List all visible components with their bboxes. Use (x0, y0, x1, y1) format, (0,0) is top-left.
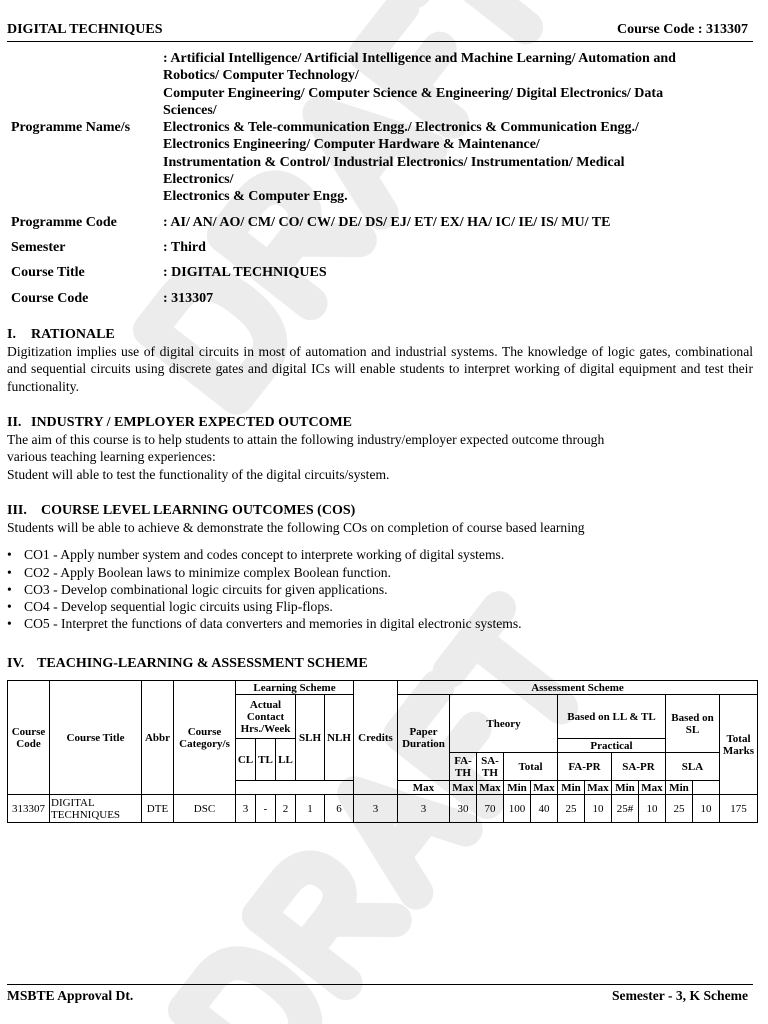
programme-line: Electronics & Tele-communication Engg./ Electronics & Communication Engg./ (163, 120, 639, 136)
cell-total-max: 100 (504, 795, 531, 823)
th-total-marks: Total Marks (720, 695, 758, 795)
th-based-ll-tl: Based on LL & TL (558, 695, 666, 739)
list-item: • CO4 - Develop sequential logic circuits using Flip-flops. (24, 598, 753, 615)
rationale-section (7, 326, 753, 395)
footer-approval: MSBTE Approval Dt. (7, 988, 134, 1003)
header-divider (7, 41, 753, 42)
th-category: Course Category/s (174, 681, 236, 795)
industry-section (7, 414, 753, 483)
programme-line: : Artificial Intelligence/ Artificial Intelligence and Machine Learning/ Automation and (163, 51, 676, 66)
programme-line: Instrumentation & Control/ Industrial Electronics/ Instrumentation/ Medical (163, 154, 625, 170)
list-item: • CO2 - Apply Boolean laws to minimize complex Boolean function. (24, 564, 753, 581)
course-title-value: : DIGITAL TECHNIQUES (163, 265, 327, 281)
programme-line: Electronics/ (163, 172, 234, 188)
programme-code-value: : AI/ AN/ AO/ CM/ CO/ CW/ DE/ DS/ EJ/ ET/ EX/ HA/ IC/ IE/ IS/ MU/ TE (163, 214, 611, 230)
th-credits: Credits (354, 681, 398, 795)
th-slh: SLH (296, 695, 325, 781)
section-title: III. COURSE LEVEL LEARNING OUTCOMES (COS) (7, 503, 356, 518)
cell-category: DSC (174, 795, 236, 823)
th-max: Max (477, 781, 504, 795)
course-code-value: : 313307 (163, 290, 214, 306)
semester-value: : Third (163, 239, 206, 255)
programme-line: Electronics & Computer Engg. (163, 189, 348, 205)
th-learning-scheme: Learning Scheme (236, 681, 354, 695)
rationale-text: Digitization implies use of digital circuits in most of automation and industrial systems. The knowledge of logic gates, combinational and sequential circuits using discrete gates and digital ICs will enable students to interpret working of digital equipment and test their functionality. (7, 344, 753, 394)
table-row (8, 795, 758, 823)
th-cl: CL (236, 739, 256, 781)
programme-names-label: Programme Name/s (11, 120, 131, 136)
cell-sa-pr-min: 10 (639, 795, 666, 823)
section-title: II. INDUSTRY / EMPLOYER EXPECTED OUTCOME (7, 415, 353, 430)
cell-total-marks: 175 (720, 795, 758, 823)
cell-fa-pr-min: 10 (585, 795, 612, 823)
list-item: • CO3 - Develop combinational logic circuits for given applications. (24, 581, 753, 598)
th-max: Max (639, 781, 666, 795)
cell-tl: - (256, 795, 276, 823)
course-title-label: Course Title (11, 265, 85, 281)
industry-line: The aim of this course is to help students to attain the following industry/employer expected outcome through (7, 432, 605, 448)
industry-line: various teaching learning experiences: (7, 449, 216, 465)
th-abbr: Abbr (142, 681, 174, 795)
th-ll: LL (276, 739, 296, 781)
th-sa-th: SA-TH (477, 753, 504, 781)
course-title-row (11, 264, 751, 281)
scheme-section (7, 655, 753, 672)
cell-sa-th-max: 70 (477, 795, 504, 823)
th-assessment-scheme: Assessment Scheme (398, 681, 758, 695)
th-based-sl: Based on SL (666, 695, 720, 753)
th-min: Min (666, 781, 693, 795)
th-total: Total (504, 753, 558, 781)
th-sa-pr: SA-PR (612, 753, 666, 781)
semester-row (11, 239, 751, 256)
th-course-title: Course Title (50, 681, 142, 795)
cos-list (7, 546, 753, 632)
list-item: • CO1 - Apply number system and codes concept to interprete working of digital systems. (24, 546, 753, 563)
th-max: Max (450, 781, 477, 795)
cell-sla-min: 10 (693, 795, 720, 823)
programme-line: Robotics/ Computer Technology/ (163, 68, 359, 84)
cell-fa-th-max: 30 (450, 795, 477, 823)
th-nlh: NLH (325, 695, 354, 781)
cell-sa-pr-max: 25# (612, 795, 639, 823)
cell-nlh: 6 (325, 795, 354, 823)
th-max: Max (398, 781, 450, 795)
cell-credits: 3 (354, 795, 398, 823)
th-theory: Theory (450, 695, 558, 753)
th-min: Min (558, 781, 585, 795)
header-course-code: Course Code : 313307 (616, 22, 748, 37)
cos-section (7, 502, 753, 632)
th-sla: SLA (666, 753, 720, 781)
cell-abbr: DTE (142, 795, 174, 823)
th-min: Min (504, 781, 531, 795)
th-min: Min (612, 781, 639, 795)
th-actual-contact: Actual Contact Hrs./Week (236, 695, 296, 739)
programme-line: Sciences/ (163, 102, 217, 118)
industry-line: Student will able to test the functionality of the digital circuits/system. (7, 466, 390, 482)
th-course-code: Course Code (8, 681, 50, 795)
cell-slh: 1 (296, 795, 325, 823)
cell-ll: 2 (276, 795, 296, 823)
th-practical: Practical (558, 739, 666, 753)
footer-divider (7, 984, 753, 985)
programme-code-row (11, 214, 751, 231)
cell-fa-pr-max: 25 (558, 795, 585, 823)
scheme-table (7, 680, 758, 823)
cell-paper-duration: 3 (398, 795, 450, 823)
cos-intro: Students will be able to achieve & demonstrate the following COs on completion of course based learning (7, 520, 585, 536)
list-item: • CO5 - Interpret the functions of data converters and memories in digital electronic systems. (24, 615, 753, 632)
th-fa-th: FA-TH (450, 753, 477, 781)
programme-line: Electronics Engineering/ Computer Hardware & Maintenance/ (163, 137, 540, 153)
cell-cl: 3 (236, 795, 256, 823)
th-tl: TL (256, 739, 276, 781)
cell-sla-max: 25 (666, 795, 693, 823)
th-max: Max (531, 781, 558, 795)
programme-line: Computer Engineering/ Computer Science & Engineering/ Digital Electronics/ Data (163, 85, 664, 101)
course-info (11, 50, 751, 307)
th-max: Max (585, 781, 612, 795)
section-title: IV. TEACHING-LEARNING & ASSESSMENT SCHEME (7, 656, 368, 671)
cell-course-code: 313307 (8, 795, 50, 823)
th-fa-pr: FA-PR (558, 753, 612, 781)
cell-course-title: DIGITAL TECHNIQUES (50, 795, 142, 823)
programme-names-row (11, 50, 751, 206)
footer-semester: Semester - 3, K Scheme (611, 988, 748, 1003)
course-code-row (11, 290, 751, 307)
course-code-label: Course Code (11, 290, 89, 306)
programme-names-value (163, 50, 751, 206)
header-course-name: DIGITAL TECHNIQUES (7, 22, 163, 37)
cell-total-min: 40 (531, 795, 558, 823)
semester-label: Semester (11, 239, 66, 255)
programme-code-label: Programme Code (11, 214, 117, 230)
section-title: I. RATIONALE (7, 327, 115, 342)
th-paper-duration: Paper Duration (398, 695, 450, 781)
